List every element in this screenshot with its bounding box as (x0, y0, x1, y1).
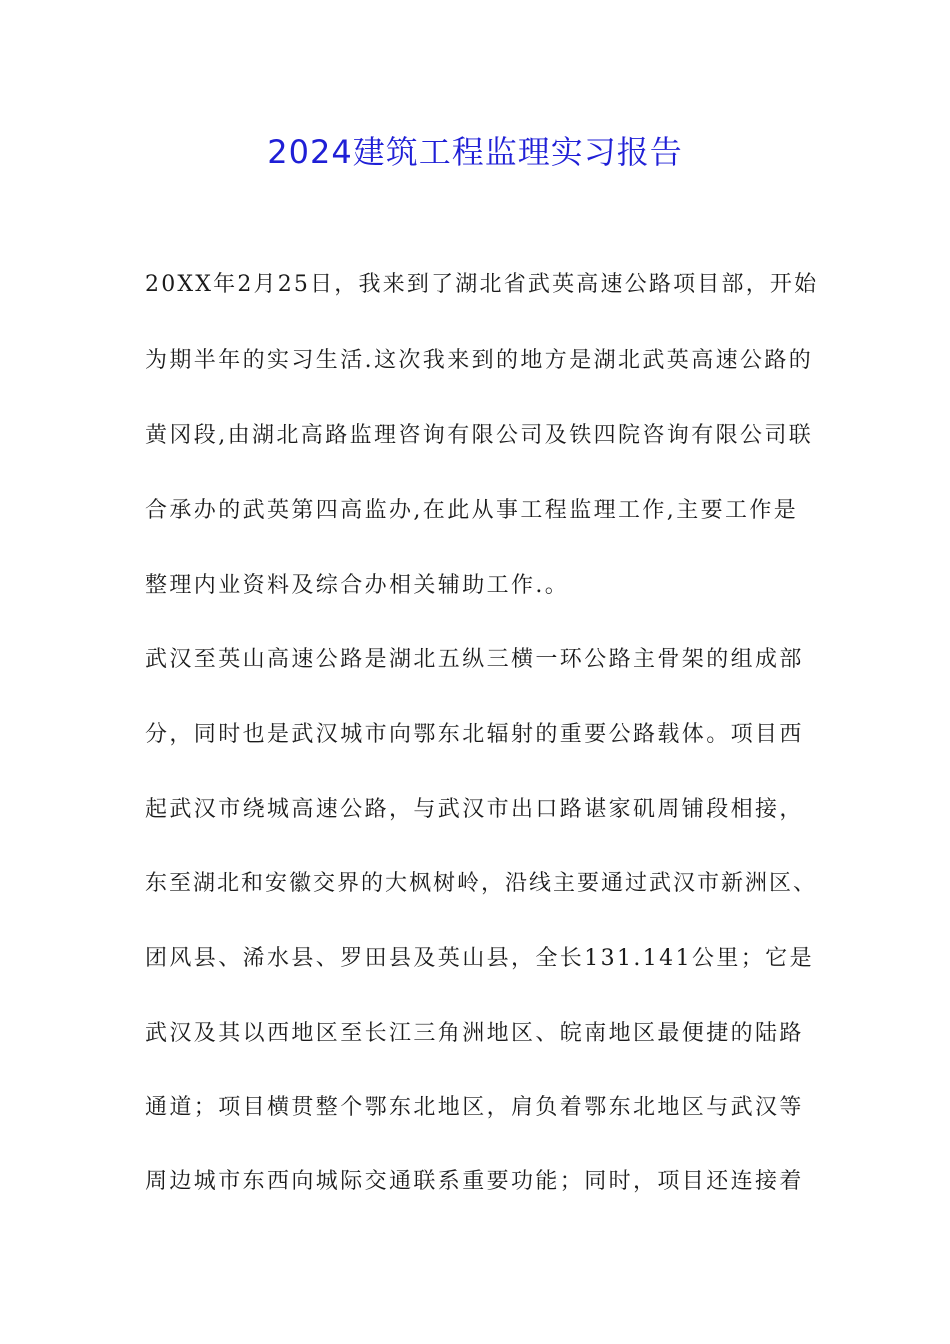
paragraph-line: 团风县、浠水县、罗田县及英山县，全长131.141公里；它是 (145, 946, 814, 971)
paragraph-line: 黄冈段,由湖北高路监理咨询有限公司及铁四院咨询有限公司联 (145, 423, 814, 448)
paragraph-line: 合承办的武英第四高监办,在此从事工程监理工作,主要工作是 (145, 498, 799, 523)
paragraph-line: 通道；项目横贯整个鄂东北地区，肩负着鄂东北地区与武汉等 (145, 1095, 804, 1120)
paragraph-line: 周边城市东西向城际交通联系重要功能；同时，项目还连接着 (145, 1169, 804, 1194)
paragraph-line: 武汉至英山高速公路是湖北五纵三横一环公路主骨架的组成部 (145, 647, 804, 672)
paragraph-line: 东至湖北和安徽交界的大枫树岭，沿线主要通过武汉市新洲区、 (145, 871, 818, 896)
paragraph-line: 武汉及其以西地区至长江三角洲地区、皖南地区最便捷的陆路 (145, 1021, 804, 1046)
paragraph-line: 20XX年2月25日，我来到了湖北省武英高速公路项目部，开始 (145, 272, 819, 297)
paragraph-line: 分，同时也是武汉城市向鄂东北辐射的重要公路载体。项目西 (145, 722, 804, 747)
paragraph-line: 整理内业资料及综合办相关辅助工作.。 (145, 573, 570, 598)
document-title: 2024建筑工程监理实习报告 (267, 133, 683, 171)
paragraph-line: 起武汉市绕城高速公路，与武汉市出口路谌家矶周铺段相接， (145, 797, 804, 822)
paragraph-line: 为期半年的实习生活.这次我来到的地方是湖北武英高速公路的 (145, 348, 814, 373)
